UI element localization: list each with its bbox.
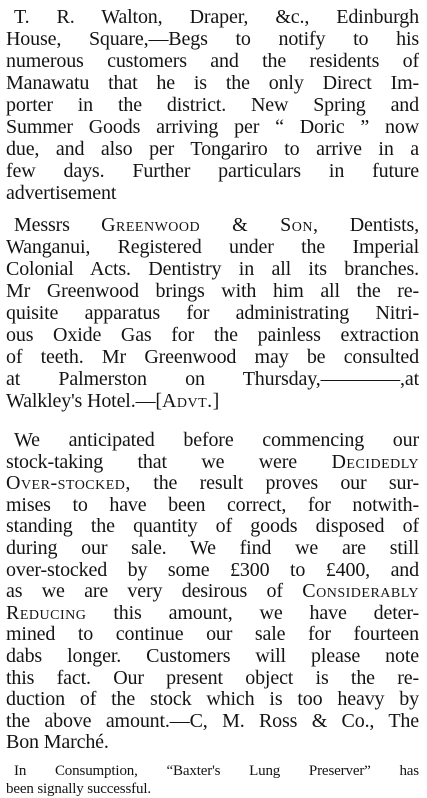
- ad-line: Wanganui, Registered under the Imperial: [6, 236, 419, 258]
- ad-line: few days. Further particulars in future: [6, 160, 419, 182]
- text-run: the result proves our sur-: [153, 473, 419, 495]
- ad-line: this fact. Our present object is the re-: [6, 667, 419, 689]
- firm-name: Greenwood & Son,: [101, 214, 319, 236]
- ad-line: Summer Goods arriving per “ Doric ” now: [6, 116, 419, 138]
- ad-line: during our sale. We find we are still: [6, 537, 419, 559]
- ad-line: the above amount.—C, M. Ross & Co., The: [6, 710, 419, 732]
- hotel-text: Walkley's Hotel.—[: [6, 390, 162, 412]
- ad-line: been signally successful.: [6, 780, 151, 797]
- ad-line: House, Square,—Begs to notify to his: [6, 28, 419, 50]
- ad-line: [6, 473, 419, 495]
- ad-line: duction of the stock which is too heavy by: [6, 689, 419, 711]
- ad-line: Bon Marché.: [6, 732, 109, 754]
- ad-line: porter in the district. New Spring and: [6, 94, 419, 116]
- ad-line: quisite apparatus for administrating Nitri-: [6, 302, 419, 324]
- ad-line: numerous customers and the residents of: [6, 50, 419, 72]
- emphasis-text: Considerably: [302, 581, 419, 603]
- ad-line: Manawatu that he is the only Direct Im-: [6, 72, 419, 94]
- ad-line: [6, 603, 419, 625]
- ad-line: [6, 390, 419, 412]
- ad-line: In Consumption, “Baxter's Lung Preserver” has: [14, 762, 419, 779]
- ad-line: [6, 581, 419, 603]
- ad-line: [6, 452, 419, 474]
- ad-line: dabs longer. Customers will please note: [6, 645, 419, 667]
- text-run: stock-taking that we were: [6, 451, 298, 473]
- ross-bon-marche-advertisement: [6, 430, 419, 754]
- emphasis-text: Decidedly: [331, 451, 419, 473]
- baxter-lung-preserver-notice: [6, 762, 419, 798]
- ad-line: at Palmerston on Thursday,————,at: [6, 368, 419, 390]
- ad-line: [6, 214, 419, 236]
- messrs-text: Messrs: [14, 214, 70, 236]
- text-run: as we are very desirous of: [6, 581, 283, 603]
- ad-line: of teeth. Mr Greenwood may be consulted: [6, 346, 419, 368]
- ad-line: Mr Greenwood brings with him all the re-: [6, 280, 419, 302]
- advt-tag: Advt.: [161, 390, 213, 412]
- ad-line: standing the quantity of goods disposed of: [6, 516, 419, 538]
- ad-line: Colonial Acts. Dentistry in all its branches.: [6, 258, 419, 280]
- text-run: this amount, we have deter-: [113, 602, 419, 624]
- profession-text: Dentists,: [349, 214, 419, 236]
- ad-line: over-stocked by some £300 to £400, and: [6, 559, 419, 581]
- ad-line: mises to have been correct, for notwith-: [6, 494, 419, 516]
- greenwood-dentists-advertisement: [6, 214, 419, 412]
- emphasis-text: Over-stocked,: [6, 473, 131, 495]
- ad-line: advertisement: [6, 182, 117, 204]
- ad-line: T. R. Walton, Draper, &c., Edinburgh: [14, 6, 419, 28]
- bracket-close: ]: [212, 390, 220, 412]
- emphasis-text: Reducing: [6, 602, 87, 624]
- ad-line: ous Oxide Gas for the painless extraction: [6, 324, 419, 346]
- ad-line: mined to continue our sale for fourteen: [6, 624, 419, 646]
- ad-line: due, and also per Tongariro to arrive in a: [6, 138, 419, 160]
- ad-line: We anticipated before commencing our: [14, 430, 419, 451]
- walton-draper-advertisement: [6, 6, 419, 204]
